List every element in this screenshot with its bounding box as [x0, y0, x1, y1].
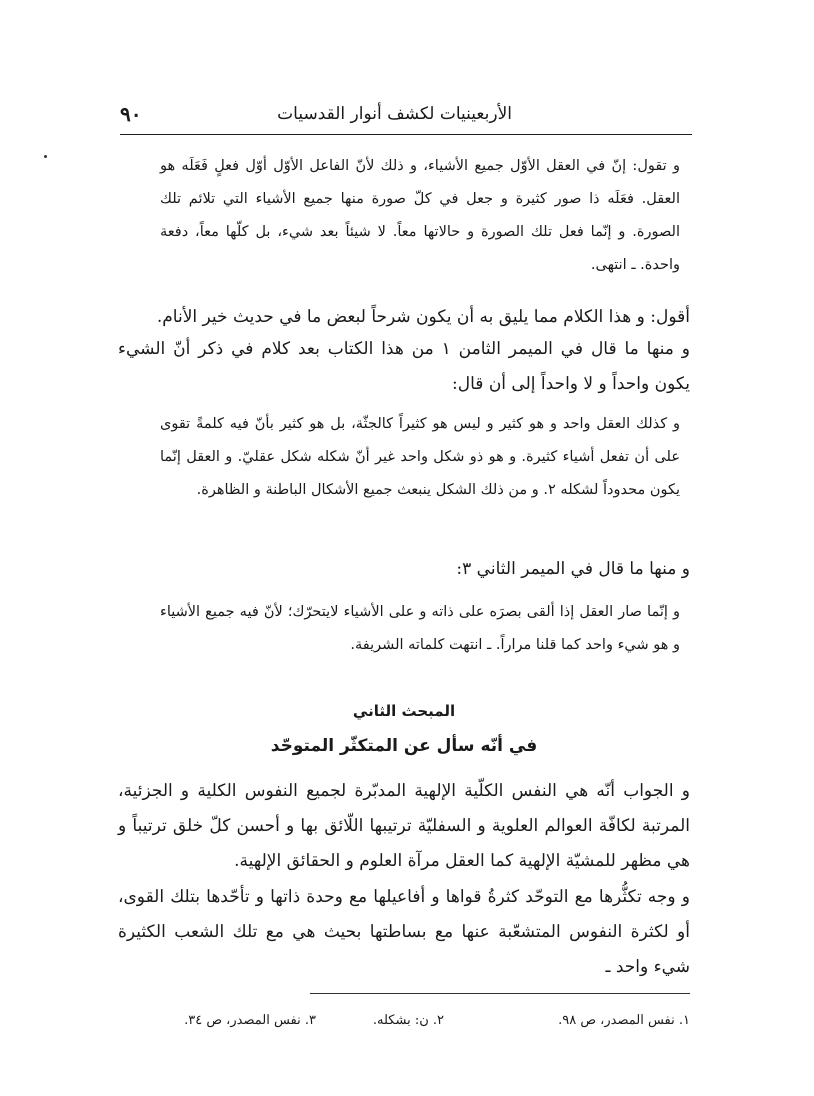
- speck-mark: [44, 155, 47, 158]
- paragraph-5: و وجه تكثُّرها مع التوحّد كثرةُ قواها و أفاعيلها مع وحدة ذاتها و تأحّدها بتلك القوى، أو لكثرة النفوس المتشعّبة عنها مع بساطتها بحيث هي مع تلك الشعب الكثيرة شيء واحد ـ: [118, 887, 690, 977]
- paragraph-1: أقول: و هذا الكلام مما يليق به أن يكون شرحاً لبعض ما في حديث خير الأنام.: [156, 307, 690, 327]
- paragraph-3: و منها ما قال في الميمر الثاني ٣:: [456, 559, 690, 579]
- page-number: ٩٠: [120, 102, 142, 126]
- quote-block-1: و تقول: إنّ في العقل الأوّل جميع الأشياء، و ذلك لأنّ الفاعل الأوّل أوّل فعلٍ فَعَلَه هو العقل. فعَلَه ذا صور كثيرة و جعل في كلّ صورة منها جميع الأشياء التي تلائم تلك الصورة. و إنّما فعل تلك الصورة و حالاتها معاً. لا شيئاً بعد شيء، بل كلّها معاً، دفعة واحدة. ـ انتهى.: [160, 158, 680, 273]
- quote-block-2: و كذلك العقل واحد و هو كثير و ليس هو كثيراً كالجثّة، بل هو كثير بأنّ فيه كلمةً تقوى على أن تفعل أشياء كثيرة. و هو ذو شكل واحد غير أنّ شكله شكل عقليّ. و العقل إنّما يكون محدوداً لشكله ٢. و من ذلك الشكل ينبعث جميع الأشكال الباطنة و الظاهرة.: [160, 416, 680, 498]
- footnote-divider: [310, 993, 690, 994]
- paragraph-2: و منها ما قال في الميمر الثامن ١ من هذا الكتاب بعد كلام في ذكر أنّ الشيء يكون واحداً و لا واحداً إلى أن قال:: [118, 339, 691, 394]
- running-header: [120, 100, 692, 135]
- section-subtitle: في أنّه سأل عن المتكثّر المتوحّد: [270, 736, 538, 756]
- footnote-2: ٢. ن: بشكله.: [372, 1013, 444, 1028]
- footnote-3: ٣. نفس المصدر، ص ٣٤.: [184, 1013, 316, 1028]
- section-title: المبحث الثاني: [352, 702, 456, 720]
- quote-block-3: و إنّما صار العقل إذا ألقى بصرَه على ذاته و على الأشياء لايتحرّك؛ لأنّ فيه جميع الأشياء و هو شيء واحد كما قلنا مراراً. ـ انتهت كلماته الشريفة.: [160, 604, 680, 653]
- paragraph-4: و الجواب أنّه هي النفس الكلّية الإلهية المدبّرة لجميع النفوس الكلية و الجزئية، المرتبة لكافّة العوالم العلوية و السفليّة ترتيبها اللّائق بها و أحسن كلّ خلق ترتيباً و هي مظهر للمشيّة الإلهية كما العقل مرآة العلوم و الحقائق الإلهية.: [118, 781, 690, 871]
- running-title: الأربعينيات لكشف أنوار القدسيات: [277, 104, 512, 124]
- footnote-1: ١. نفس المصدر، ص ٩٨.: [558, 1013, 690, 1028]
